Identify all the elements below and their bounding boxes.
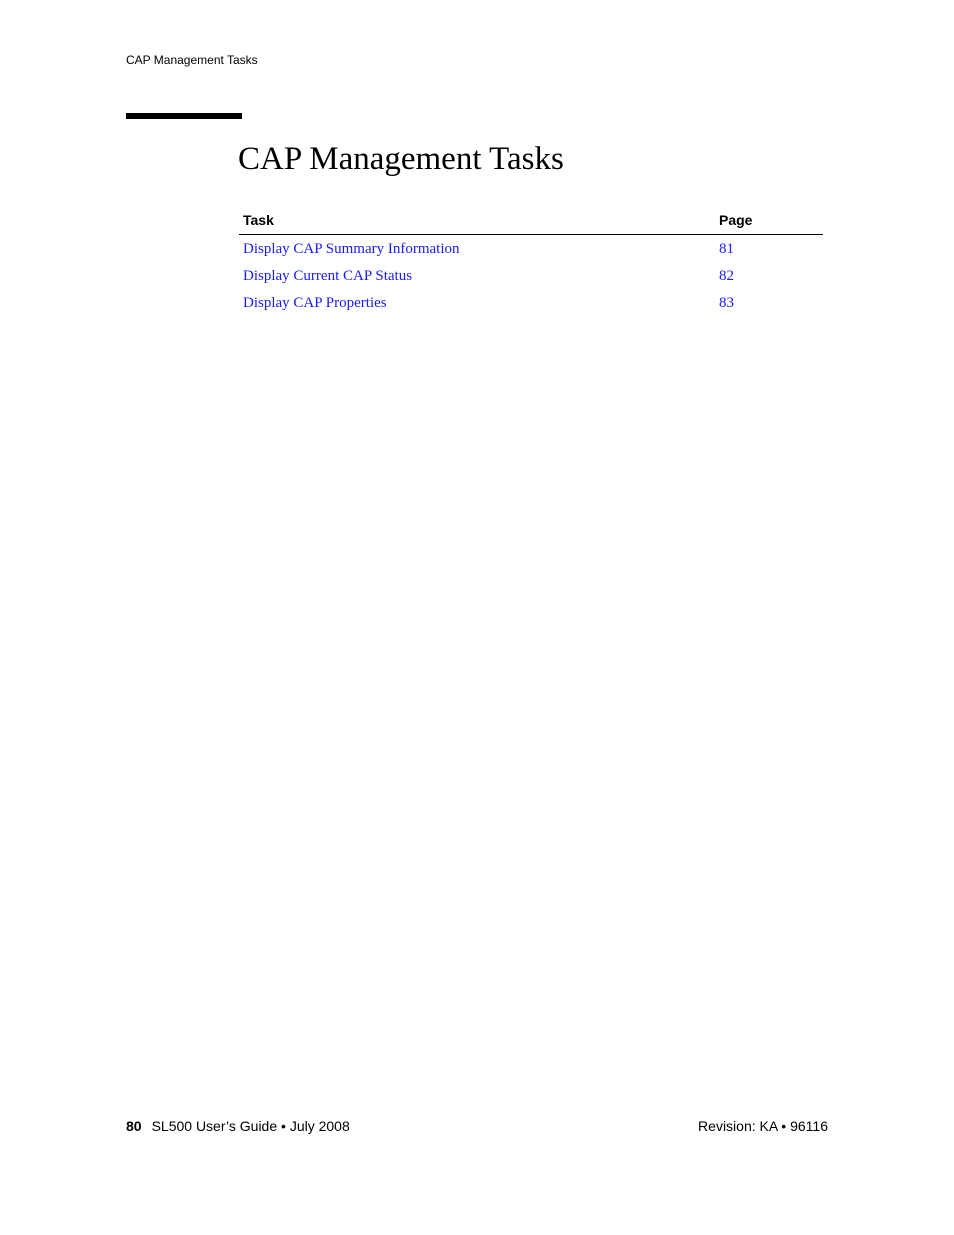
- column-header-page: Page: [715, 208, 823, 235]
- column-header-task: Task: [239, 208, 715, 235]
- table-header-row: [239, 208, 823, 235]
- footer-doc-info: SL500 User’s Guide • July 2008: [151, 1118, 350, 1134]
- page-title: CAP Management Tasks: [238, 141, 564, 177]
- table-row: [239, 290, 823, 317]
- page-number: 80: [126, 1118, 142, 1134]
- task-table: [239, 208, 823, 317]
- task-link-summary[interactable]: Display CAP Summary Information: [243, 241, 460, 257]
- page-link-83[interactable]: 83: [719, 295, 734, 311]
- running-header: CAP Management Tasks: [126, 53, 258, 67]
- task-link-properties[interactable]: Display CAP Properties: [243, 295, 387, 311]
- table-row: [239, 235, 823, 264]
- page-link-82[interactable]: 82: [719, 268, 734, 284]
- table-row: [239, 263, 823, 290]
- footer-revision: Revision: KA • 96116: [698, 1118, 828, 1134]
- task-link-status[interactable]: Display Current CAP Status: [243, 268, 413, 284]
- page-link-81[interactable]: 81: [719, 241, 734, 257]
- footer-left: [126, 1118, 350, 1134]
- title-rule-bar: [126, 113, 242, 119]
